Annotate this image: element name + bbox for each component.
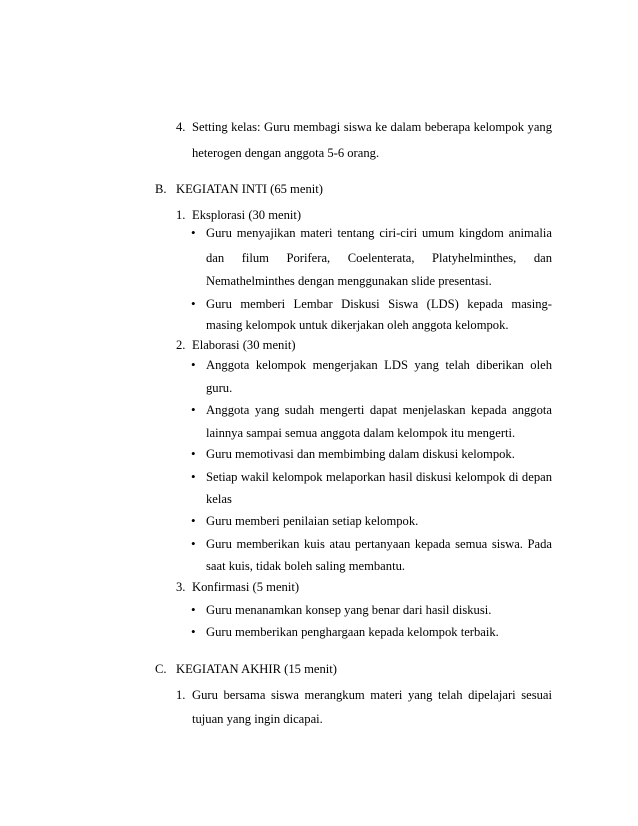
elaborasi-bullet-2-line-1: Anggota yang sudah mengerti dapat menjelaskan kepada anggota bbox=[206, 403, 552, 417]
setting-line-1: Setting kelas: Guru membagi siswa ke dalam beberapa kelompok yang bbox=[192, 120, 552, 134]
eksplorasi-bullet-2-line-2: masing kelompok untuk dikerjakan oleh anggota kelompok. bbox=[206, 318, 509, 332]
eksplorasi-bullet-1-line-2: dan filum Porifera, Coelenterata, Platyhelminthes, dan bbox=[206, 251, 552, 265]
section-b-title: KEGIATAN INTI (65 menit) bbox=[176, 182, 323, 196]
bullet-icon: • bbox=[191, 536, 196, 551]
elaborasi-bullet-1-line-1: Anggota kelompok mengerjakan LDS yang telah diberikan oleh bbox=[206, 358, 552, 372]
eksplorasi-bullet-2-line-1: Guru memberi Lembar Diskusi Siswa (LDS) kepada masing- bbox=[206, 297, 552, 311]
bullet-icon: • bbox=[191, 624, 196, 639]
konfirmasi-bullet-2-line-1: Guru memberikan penghargaan kepada kelompok terbaik. bbox=[206, 625, 499, 639]
bullet-icon: • bbox=[191, 296, 196, 311]
setting-number: 4. bbox=[176, 120, 186, 134]
konfirmasi-number: 3. bbox=[176, 580, 186, 594]
bullet-icon: • bbox=[191, 469, 196, 484]
elaborasi-bullet-2-line-2: lainnya sampai semua anggota dalam kelompok itu mengerti. bbox=[206, 426, 516, 440]
section-c-title: KEGIATAN AKHIR (15 menit) bbox=[176, 662, 337, 676]
eksplorasi-title: Eksplorasi (30 menit) bbox=[192, 208, 302, 222]
elaborasi-bullet-4-line-2: kelas bbox=[206, 492, 232, 506]
elaborasi-number: 2. bbox=[176, 338, 186, 352]
bullet-icon: • bbox=[191, 446, 196, 461]
setting-line-2: heterogen dengan anggota 5-6 orang. bbox=[192, 146, 380, 160]
eksplorasi-bullet-1-line-3: Nemathelminthes dengan menggunakan slide presentasi. bbox=[206, 274, 492, 288]
bullet-icon: • bbox=[191, 602, 196, 617]
section-b-letter: B. bbox=[155, 182, 167, 196]
eksplorasi-number: 1. bbox=[176, 208, 186, 222]
elaborasi-bullet-6-line-2: saat kuis, tidak boleh saling membantu. bbox=[206, 559, 406, 573]
akhir-item-1-number: 1. bbox=[176, 688, 186, 702]
elaborasi-title: Elaborasi (30 menit) bbox=[192, 338, 296, 352]
eksplorasi-bullet-1-line-1: Guru menyajikan materi tentang ciri-ciri umum kingdom animalia bbox=[206, 226, 552, 240]
elaborasi-bullet-5-line-1: Guru memberi penilaian setiap kelompok. bbox=[206, 514, 419, 528]
elaborasi-bullet-4-line-1: Setiap wakil kelompok melaporkan hasil diskusi kelompok di depan bbox=[206, 470, 552, 484]
bullet-icon: • bbox=[191, 402, 196, 417]
bullet-icon: • bbox=[191, 357, 196, 372]
bullet-icon: • bbox=[191, 225, 196, 240]
akhir-item-1-line-1: Guru bersama siswa merangkum materi yang telah dipelajari sesuai bbox=[192, 688, 552, 702]
konfirmasi-bullet-1-line-1: Guru menanamkan konsep yang benar dari hasil diskusi. bbox=[206, 603, 492, 617]
elaborasi-bullet-3-line-1: Guru memotivasi dan membimbing dalam diskusi kelompok. bbox=[206, 447, 515, 461]
elaborasi-bullet-6-line-1: Guru memberikan kuis atau pertanyaan kepada semua siswa. Pada bbox=[206, 537, 552, 551]
akhir-item-1-line-2: tujuan yang ingin dicapai. bbox=[192, 712, 323, 726]
bullet-icon: • bbox=[191, 513, 196, 528]
konfirmasi-title: Konfirmasi (5 menit) bbox=[192, 580, 300, 594]
section-c-letter: C. bbox=[155, 662, 167, 676]
elaborasi-bullet-1-line-2: guru. bbox=[206, 381, 233, 395]
